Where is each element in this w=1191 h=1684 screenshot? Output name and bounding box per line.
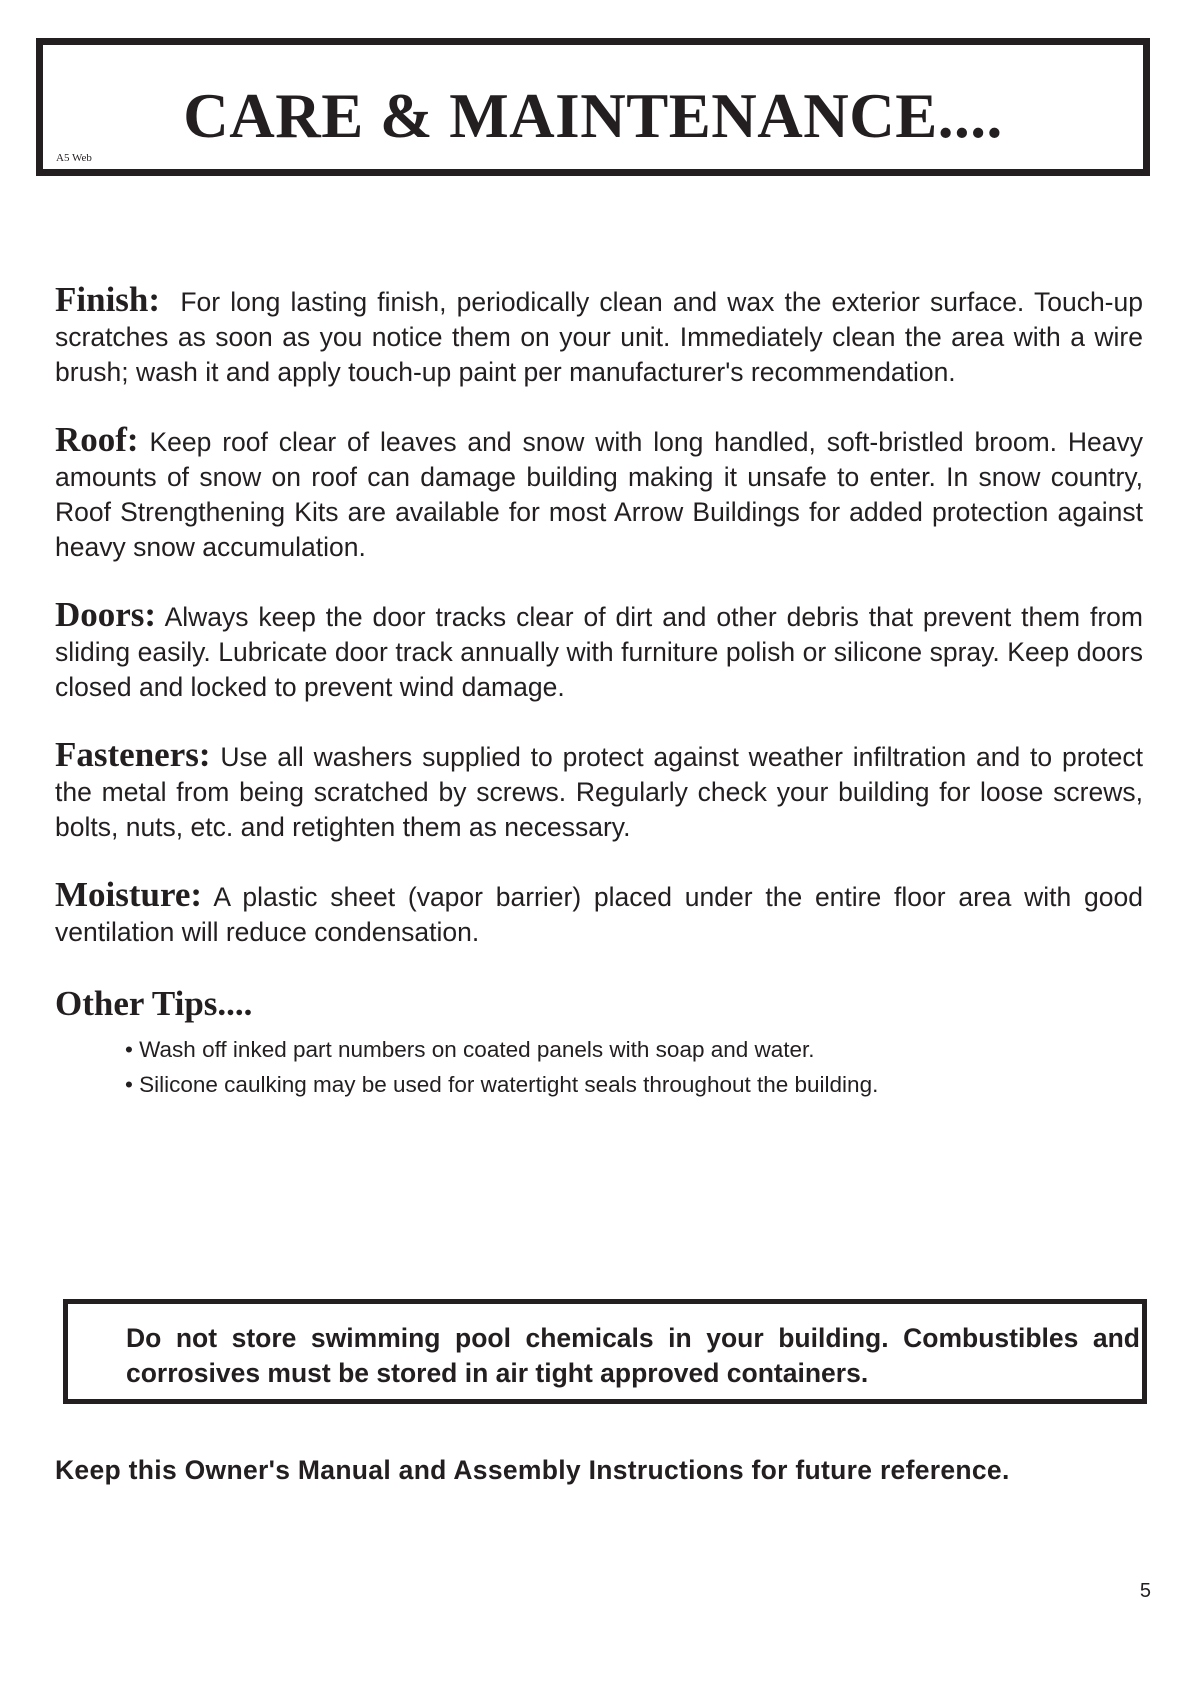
list-item: • Wash off inked part numbers on coated panels with soap and water. [125, 1032, 1143, 1067]
section-text: Use all washers supplied to protect against weather infiltration and to protect the metal from being scratched by screws. Regularly check your building for loose screws, bolts, nuts, etc. and retighten them as necessary. [55, 742, 1143, 842]
page-number: 5 [1139, 1580, 1151, 1602]
doc-code: A5 Web [56, 152, 92, 164]
section-finish [55, 282, 1143, 390]
section-moisture [55, 877, 1143, 950]
section-heading: Moisture: [55, 875, 203, 914]
section-fasteners [55, 737, 1143, 845]
section-text: Keep roof clear of leaves and snow with long handled, soft-bristled broom. Heavy amounts of snow on roof can damage building making it unsafe to enter. In snow country, Roof Strengthening Kits are available for most Arrow Buildings for added protection against heavy snow accumulation. [55, 427, 1143, 562]
section-text: For long lasting finish, periodically clean and wax the exterior surface. Touch-up scratches as soon as you notice them on your unit. Immediately clean the area with a wire brush; wash it and apply touch-up paint per manufacturer's recommendation. [55, 287, 1143, 387]
section-heading: Roof: [55, 420, 139, 459]
section-heading: Fasteners: [55, 735, 211, 774]
section-text: A plastic sheet (vapor barrier) placed under the entire floor area with good ventilation will reduce condensation. [55, 882, 1143, 947]
title-box [36, 38, 1150, 176]
other-tips-heading: Other Tips.... [55, 984, 253, 1023]
footer-note: Keep this Owner's Manual and Assembly Instructions for future reference. [55, 1455, 1010, 1485]
section-doors [55, 597, 1143, 705]
section-heading: Doors: [55, 595, 157, 634]
warning-box [63, 1299, 1147, 1404]
list-item: • Silicone caulking may be used for watertight seals throughout the building. [125, 1067, 1143, 1102]
main-content [55, 282, 1143, 1102]
warning-text: Do not store swimming pool chemicals in your building. Combustibles and corrosives must be stored in air tight approved containers. [126, 1323, 1140, 1388]
section-heading: Finish: [55, 280, 161, 319]
other-tips-list [55, 1032, 1143, 1102]
page-title: CARE & MAINTENANCE.... [183, 81, 1003, 151]
section-roof [55, 422, 1143, 565]
section-text: Always keep the door tracks clear of dirt and other debris that prevent them from sliding easily. Lubricate door track annually with furniture polish or silicone spray. Keep doors closed and locked to prevent wind damage. [55, 602, 1143, 702]
